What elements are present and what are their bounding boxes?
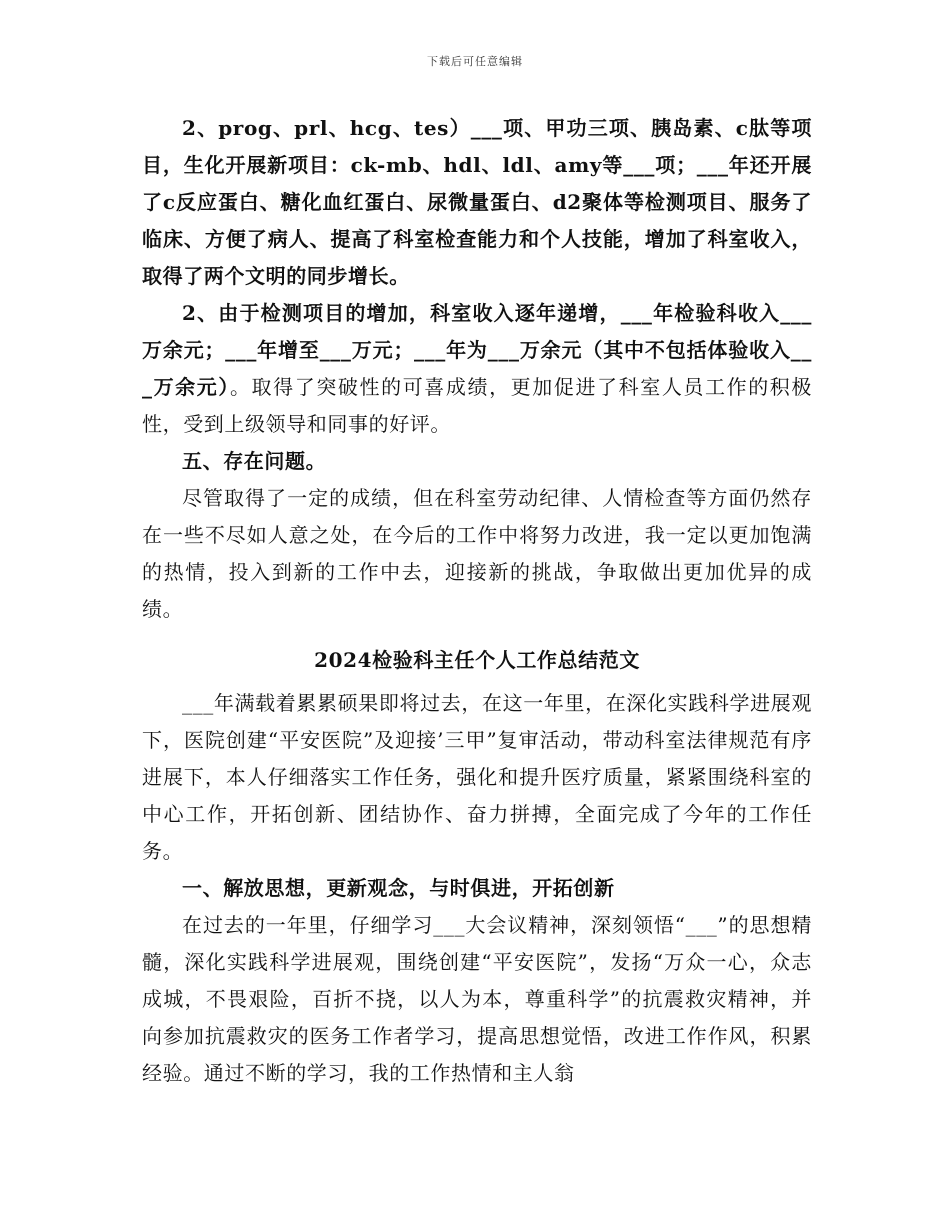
page-header-note: 下载后可任意编辑 (427, 55, 523, 68)
paragraph-revenue-rest: 。取得了突破性的可喜成绩，更加促进了科室人员工作的积极性，受到上级领导和同事的好评。 (142, 375, 812, 436)
paragraph-problems: 尽管取得了一定的成绩，但在科室劳动纪律、人情检查等方面仍然存在一些不尽如人意之处，在今后的工作中将努力改进，我一定以更加饱满的热情，投入到新的工作中去，迎接新的挑战，争取做出更加优异的成绩。 (142, 486, 812, 621)
paragraph-revenue-bold: 2、由于检测项目的增加，科室收入逐年递增，___年检验科收入___万余元；___年增至___万元；___年为___万余元（其中不包括体验收入___万余元） (142, 301, 812, 399)
paragraph-revenue (142, 295, 812, 443)
section-heading-one: 一、解放思想，更新观念，与时俱进，开拓创新 (182, 876, 615, 900)
paragraph-new-projects: 2、prog、prl、hcg、tes）___项、甲功三项、胰岛素、c肽等项目，生化开展新项目：ck-mb、hdl、ldl、amy等___项；___年还开展了c反应蛋白、糖化血红蛋白、尿微量蛋白、d2聚体等检测项目、服务了临床、方便了病人、提高了科室检查能力和个人技能，增加了科室收入，取得了两个文明的同步增长。 (142, 116, 812, 288)
document-title: 2024检验科主任个人工作总结范文 (314, 648, 640, 672)
section-heading-problems: 五、存在问题。 (182, 449, 327, 473)
document-body (142, 110, 812, 1092)
paragraph-study: 在过去的一年里，仔细学习___大会议精神，深刻领悟“___”的思想精髓，深化实践科学进展观，围绕创建“平安医院”，发扬“万众一心，众志成城，不畏艰险，百折不挠，以人为本，尊重科学”的抗震救灾精神，并向参加抗震救灾的医务工作者学习，提高思想觉悟，改进工作作风，积累经验。通过不断的学习，我的工作热情和主人翁 (142, 913, 812, 1085)
paragraph-intro: ___年满载着累累硕果即将过去，在这一年里，在深化实践科学进展观下，医院创建“平安医院”及迎接’三甲”复审活动，带动科室法律规范有序进展下，本人仔细落实工作任务，强化和提升医疗质量，紧紧围绕科室的中心工作，开拓创新、团结协作、奋力拼搏，全面完成了今年的工作任务。 (142, 691, 812, 863)
